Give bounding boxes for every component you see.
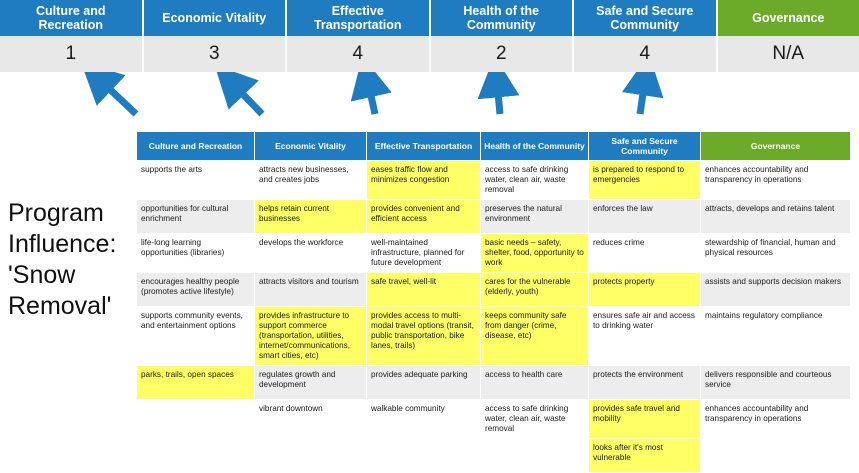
matrix-cell: enhances accountability and transparency in operations [701, 400, 851, 439]
program-influence-caption [8, 198, 136, 322]
caption-line-4: Removal' [8, 291, 136, 322]
matrix-cell: opportunities for cultural enrichment [137, 200, 255, 234]
header-label: Effective Transportation [291, 4, 425, 32]
matrix-cell: access to health care [481, 366, 589, 400]
score-safe-and-secure-community: 4 [574, 36, 718, 72]
score-row [0, 36, 859, 72]
matrix-cell: looks after it's most vulnerable [589, 439, 701, 473]
matrix-cell: supports the arts [137, 161, 255, 200]
matrix-cell: safe travel, well-lit [367, 273, 481, 307]
matrix-cell: access to safe drinking water, clean air, waste removal [481, 161, 589, 200]
matrix-cell: provides convenient and efficient access [367, 200, 481, 234]
arrow-to-effective-transportation [368, 82, 375, 114]
table-row [137, 200, 851, 234]
score-governance: N/A [718, 36, 859, 72]
arrow-to-culture-and-recreation [100, 80, 136, 114]
matrix-header-effective-transportation: Effective Transportation [367, 132, 481, 161]
matrix-cell: encourages healthy people (promotes active lifestyle) [137, 273, 255, 307]
matrix-cell: walkable community [367, 400, 481, 439]
outcomes-matrix [136, 131, 851, 473]
matrix-cell: protects the environment [589, 366, 701, 400]
matrix-cell: is prepared to respond to emergencies [589, 161, 701, 200]
header-cell-culture-and-recreation [0, 0, 144, 36]
caption-line-3: 'Snow [8, 260, 136, 291]
matrix-cell: delivers responsible and courteous service [701, 366, 851, 400]
score-effective-transportation: 4 [287, 36, 431, 72]
matrix-cell: supports community events, and entertainment options [137, 307, 255, 366]
matrix-cell [481, 439, 589, 473]
header-label: Safe and Secure Community [578, 4, 712, 32]
header-label: Economic Vitality [162, 11, 266, 25]
matrix-cell: ensures safe air and access to drinking water [589, 307, 701, 366]
table-row [137, 307, 851, 366]
matrix-cell: develops the workforce [255, 234, 367, 273]
table-row [137, 439, 851, 473]
matrix-cell: regulates growth and development [255, 366, 367, 400]
arrow-to-safe-and-secure-community [640, 80, 645, 114]
matrix-cell: provides safe travel and mobility [589, 400, 701, 439]
score-health-of-the-community: 2 [431, 36, 575, 72]
header-label: Governance [752, 11, 824, 25]
matrix-cell [137, 439, 255, 473]
matrix-cell: attracts visitors and tourism [255, 273, 367, 307]
matrix-cell: provides infrastructure to support commerce (transportation, utilities, internet/communications, smart cities, etc) [255, 307, 367, 366]
table-row [137, 161, 851, 200]
matrix-cell: enforces the law [589, 200, 701, 234]
matrix-cell: access to safe drinking water, clean air, waste removal [481, 400, 589, 439]
matrix-cell: reduces crime [589, 234, 701, 273]
matrix-header-governance: Governance [701, 132, 851, 161]
arrow-layer [0, 72, 859, 132]
score-culture-and-recreation: 1 [0, 36, 144, 72]
matrix-cell: cares for the vulnerable (elderly, youth) [481, 273, 589, 307]
matrix-cell: attracts new businesses, and creates jobs [255, 161, 367, 200]
matrix-cell: eases traffic flow and minimizes congestion [367, 161, 481, 200]
table-row [137, 366, 851, 400]
matrix-header-economic-vitality: Economic Vitality [255, 132, 367, 161]
matrix-cell [701, 439, 851, 473]
table-row [137, 234, 851, 273]
matrix-cell: attracts, develops and retains talent [701, 200, 851, 234]
matrix-cell: helps retain current businesses [255, 200, 367, 234]
arrow-to-economic-vitality [233, 84, 262, 114]
matrix-cell: provides access to multi-modal travel options (transit, public transportation, bike lanes, trails) [367, 307, 481, 366]
matrix-cell: life-long learning opportunities (libraries) [137, 234, 255, 273]
matrix-cell: well-maintained infrastructure, planned for future development [367, 234, 481, 273]
matrix-cell [255, 439, 367, 473]
matrix-header-safe-and-secure-community: Safe and Secure Community [589, 132, 701, 161]
arrow-to-health-of-the-community [497, 82, 500, 114]
caption-line-1: Program [8, 198, 136, 229]
matrix-cell: parks, trails, open spaces [137, 366, 255, 400]
matrix-cell: keeps community safe from danger (crime, disease, etc) [481, 307, 589, 366]
matrix-header-culture-and-recreation: Culture and Recreation [137, 132, 255, 161]
matrix-cell: preserves the natural environment [481, 200, 589, 234]
header-cell-economic-vitality [144, 0, 288, 36]
header-label: Health of the Community [435, 4, 569, 32]
matrix-cell: provides adequate parking [367, 366, 481, 400]
strategic-outcomes-header [0, 0, 859, 36]
matrix-cell: basic needs – safety, shelter, food, opportunity to work [481, 234, 589, 273]
matrix-cell [367, 439, 481, 473]
matrix-cell: protects property [589, 273, 701, 307]
header-cell-safe-and-secure-community [574, 0, 718, 36]
header-cell-effective-transportation [287, 0, 431, 36]
matrix-cell: assists and supports decision makers [701, 273, 851, 307]
header-label: Culture and Recreation [4, 4, 138, 32]
matrix-cell: stewardship of financial, human and physical resources [701, 234, 851, 273]
matrix-body [137, 161, 851, 473]
matrix-header-health-of-the-community: Health of the Community [481, 132, 589, 161]
table-row [137, 273, 851, 307]
score-economic-vitality: 3 [144, 36, 288, 72]
header-cell-health-of-the-community [431, 0, 575, 36]
table-row [137, 400, 851, 439]
matrix-cell: maintains regulatory compliance [701, 307, 851, 366]
caption-line-2: Influence: [8, 229, 136, 260]
matrix-cell: vibrant downtown [255, 400, 367, 439]
matrix-cell: enhances accountability and transparency in operations [701, 161, 851, 200]
header-cell-governance [718, 0, 859, 36]
matrix-cell [137, 400, 255, 439]
matrix-header-row [137, 132, 851, 161]
